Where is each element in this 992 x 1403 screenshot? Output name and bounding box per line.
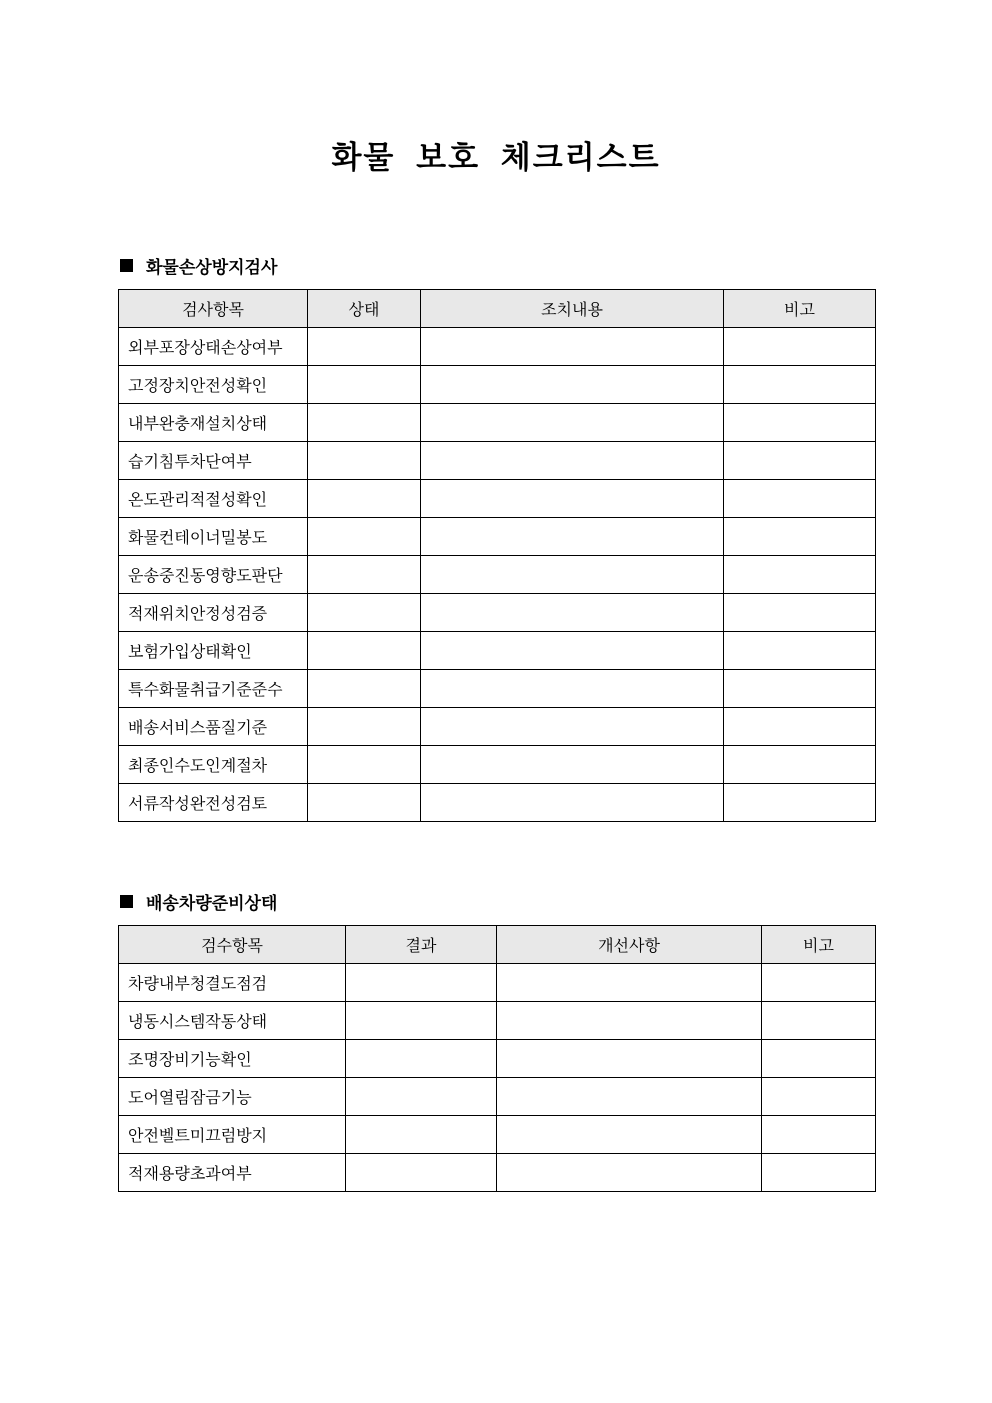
item-name-cell: 적재위치안정성검증 — [119, 594, 308, 632]
status-cell[interactable] — [308, 594, 421, 632]
table-row — [119, 556, 876, 594]
remarks-cell[interactable] — [724, 518, 876, 556]
table-row — [119, 964, 876, 1002]
column-header-remarks: 비고 — [762, 926, 876, 964]
status-cell[interactable] — [308, 480, 421, 518]
item-name-cell: 내부완충재설치상태 — [119, 404, 308, 442]
action-cell[interactable] — [421, 784, 724, 822]
remarks-cell[interactable] — [724, 708, 876, 746]
item-name-cell: 조명장비기능확인 — [119, 1040, 346, 1078]
action-cell[interactable] — [421, 746, 724, 784]
column-header-result: 결과 — [346, 926, 497, 964]
remarks-cell[interactable] — [762, 1078, 876, 1116]
table-row — [119, 632, 876, 670]
table-row — [119, 594, 876, 632]
status-cell[interactable] — [308, 442, 421, 480]
action-cell[interactable] — [421, 708, 724, 746]
table-row — [119, 1116, 876, 1154]
column-header-item: 검사항목 — [119, 290, 308, 328]
table-row — [119, 670, 876, 708]
action-cell[interactable] — [421, 328, 724, 366]
checklist-table-cargo — [118, 289, 876, 822]
table-header-row — [119, 926, 876, 964]
table-row — [119, 1040, 876, 1078]
remarks-cell[interactable] — [724, 328, 876, 366]
action-cell[interactable] — [497, 1040, 762, 1078]
item-name-cell: 특수화물취급기준준수 — [119, 670, 308, 708]
remarks-cell[interactable] — [724, 366, 876, 404]
column-header-remarks: 비고 — [724, 290, 876, 328]
status-cell[interactable] — [308, 518, 421, 556]
remarks-cell[interactable] — [724, 594, 876, 632]
section-heading-label: 배송차량준비상태 — [146, 893, 278, 914]
status-cell[interactable] — [308, 632, 421, 670]
item-name-cell: 운송중진동영향도판단 — [119, 556, 308, 594]
remarks-cell[interactable] — [724, 404, 876, 442]
item-name-cell: 온도관리적절성확인 — [119, 480, 308, 518]
table-header-row — [119, 290, 876, 328]
item-name-cell: 최종인수도인계절차 — [119, 746, 308, 784]
remarks-cell[interactable] — [762, 1040, 876, 1078]
table-row — [119, 746, 876, 784]
item-name-cell: 화물컨테이너밀봉도 — [119, 518, 308, 556]
item-name-cell: 습기침투차단여부 — [119, 442, 308, 480]
item-name-cell: 적재용량초과여부 — [119, 1154, 346, 1192]
action-cell[interactable] — [421, 366, 724, 404]
action-cell[interactable] — [421, 404, 724, 442]
action-cell[interactable] — [497, 964, 762, 1002]
table-row — [119, 1154, 876, 1192]
remarks-cell[interactable] — [762, 964, 876, 1002]
remarks-cell[interactable] — [762, 1002, 876, 1040]
item-name-cell: 차량내부청결도점검 — [119, 964, 346, 1002]
table-row — [119, 442, 876, 480]
square-bullet-icon — [120, 259, 133, 272]
remarks-cell[interactable] — [724, 670, 876, 708]
action-cell[interactable] — [497, 1002, 762, 1040]
remarks-cell[interactable] — [724, 442, 876, 480]
table-row — [119, 518, 876, 556]
section-cargo-damage-prevention — [118, 252, 875, 822]
table-body — [119, 964, 876, 1192]
action-cell[interactable] — [421, 594, 724, 632]
section-vehicle-readiness — [118, 888, 875, 1192]
section-heading — [118, 888, 875, 914]
action-cell[interactable] — [421, 670, 724, 708]
column-header-status: 상태 — [308, 290, 421, 328]
table-body — [119, 328, 876, 822]
item-name-cell: 고정장치안전성확인 — [119, 366, 308, 404]
item-name-cell: 안전벨트미끄럼방지 — [119, 1116, 346, 1154]
remarks-cell[interactable] — [762, 1154, 876, 1192]
table-row — [119, 404, 876, 442]
table-row — [119, 1078, 876, 1116]
item-name-cell: 보험가입상태확인 — [119, 632, 308, 670]
action-cell[interactable] — [421, 518, 724, 556]
action-cell[interactable] — [421, 442, 724, 480]
table-row — [119, 1002, 876, 1040]
status-cell[interactable] — [346, 1078, 497, 1116]
status-cell[interactable] — [308, 708, 421, 746]
status-cell[interactable] — [308, 366, 421, 404]
status-cell[interactable] — [308, 784, 421, 822]
column-header-item: 검수항목 — [119, 926, 346, 964]
action-cell[interactable] — [421, 556, 724, 594]
status-cell[interactable] — [308, 328, 421, 366]
item-name-cell: 배송서비스품질기준 — [119, 708, 308, 746]
remarks-cell[interactable] — [724, 556, 876, 594]
remarks-cell[interactable] — [762, 1116, 876, 1154]
item-name-cell: 서류작성완전성검토 — [119, 784, 308, 822]
table-row — [119, 328, 876, 366]
document-title: 화물 보호 체크리스트 — [331, 140, 661, 176]
status-cell[interactable] — [346, 964, 497, 1002]
table-row — [119, 708, 876, 746]
checklist-table-vehicle — [118, 925, 876, 1192]
status-cell[interactable] — [308, 556, 421, 594]
remarks-cell[interactable] — [724, 746, 876, 784]
section-heading — [118, 252, 875, 278]
status-cell[interactable] — [346, 1040, 497, 1078]
status-cell[interactable] — [308, 746, 421, 784]
column-header-action: 조치내용 — [421, 290, 724, 328]
action-cell[interactable] — [421, 480, 724, 518]
action-cell[interactable] — [497, 1116, 762, 1154]
status-cell[interactable] — [308, 404, 421, 442]
action-cell[interactable] — [497, 1078, 762, 1116]
column-header-improvement: 개선사항 — [497, 926, 762, 964]
status-cell[interactable] — [346, 1002, 497, 1040]
item-name-cell: 도어열림잠금기능 — [119, 1078, 346, 1116]
remarks-cell[interactable] — [724, 784, 876, 822]
remarks-cell[interactable] — [724, 632, 876, 670]
action-cell[interactable] — [421, 632, 724, 670]
remarks-cell[interactable] — [724, 480, 876, 518]
item-name-cell: 냉동시스템작동상태 — [119, 1002, 346, 1040]
status-cell[interactable] — [346, 1154, 497, 1192]
square-bullet-icon — [120, 895, 133, 908]
table-row — [119, 480, 876, 518]
table-row — [119, 784, 876, 822]
status-cell[interactable] — [308, 670, 421, 708]
status-cell[interactable] — [346, 1116, 497, 1154]
action-cell[interactable] — [497, 1154, 762, 1192]
section-heading-label: 화물손상방지검사 — [146, 257, 278, 278]
item-name-cell: 외부포장상태손상여부 — [119, 328, 308, 366]
table-row — [119, 366, 876, 404]
